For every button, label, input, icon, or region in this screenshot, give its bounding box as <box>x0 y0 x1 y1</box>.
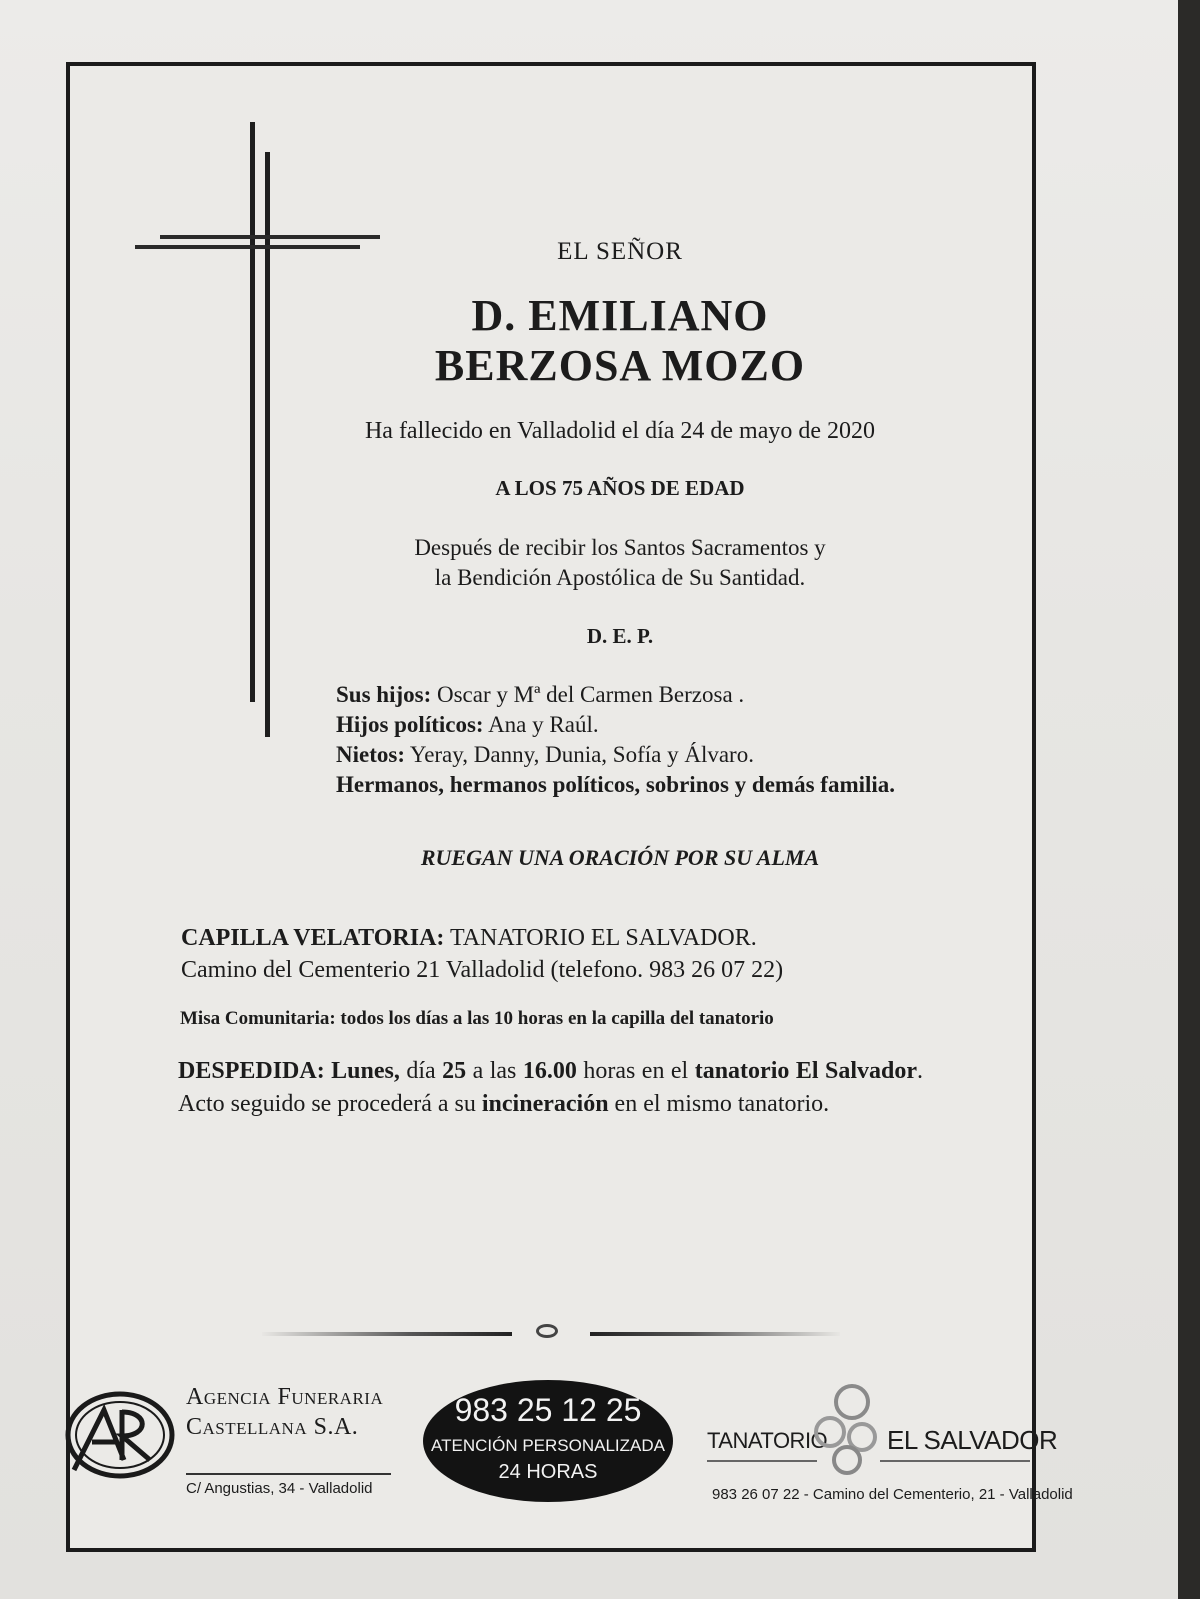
agencia-name <box>186 1382 406 1442</box>
tanatorio-emblem-icon <box>812 1382 887 1477</box>
agencia-underline <box>186 1473 391 1475</box>
divider-left <box>262 1332 512 1336</box>
cross-icon-second-bar <box>265 152 270 737</box>
age-statement: A LOS 75 AÑOS DE EDAD <box>495 476 745 500</box>
hijos-value: Oscar y Mª del Carmen Berzosa . <box>431 682 745 707</box>
capilla-section <box>181 922 901 986</box>
sacraments-line1: Después de recibir los Santos Sacramentos y <box>414 535 826 560</box>
despedida-incineracion: incineración <box>481 1091 609 1117</box>
politicos-value: Ana y Raúl. <box>483 712 599 737</box>
despedida-date: 25 <box>442 1058 467 1084</box>
deceased-name-line2: BERZOSA MOZO <box>434 341 806 390</box>
tanatorio-label-right: EL SALVADOR <box>887 1425 1058 1455</box>
family-hijos <box>336 680 896 710</box>
prayer-request: RUEGAN UNA ORACIÓN POR SU ALMA <box>420 845 820 870</box>
family-list <box>336 680 896 800</box>
phone-badge <box>423 1380 673 1502</box>
divider-ornament-icon <box>536 1324 558 1338</box>
sacraments-statement <box>320 533 920 593</box>
attention-text: ATENCIÓN PERSONALIZADA <box>431 1436 665 1455</box>
agencia-name-line2: Castellana S.A. <box>186 1414 359 1440</box>
deceased-name-line1: D. EMILIANO <box>471 291 769 340</box>
capilla-line <box>181 922 901 954</box>
family-nietos <box>336 740 896 770</box>
dep-text: D. E. P. <box>586 624 654 648</box>
despedida-day: Lunes, <box>324 1058 400 1084</box>
capilla-label: CAPILLA VELATORIA: <box>181 925 445 951</box>
misa-text: Misa Comunitaria: todos los días a las 10 horas en la capilla del tanatorio <box>180 1008 774 1029</box>
politicos-label: Hijos políticos: <box>336 712 484 737</box>
agencia-logo-icon <box>64 1390 176 1480</box>
hours-text: 24 HORAS <box>498 1461 598 1483</box>
despedida-text-1: día <box>399 1058 443 1084</box>
tanatorio-underline-right <box>880 1460 1030 1462</box>
capilla-address: Camino del Cementerio 21 Valladolid (telefono. 983 26 07 22) <box>181 957 784 983</box>
capilla-value: TANATORIO EL SALVADOR. <box>444 925 757 951</box>
tanatorio-address: 983 26 07 22 - Camino del Cementerio, 21 - Valladolid <box>712 1486 1073 1503</box>
agencia-name-line1: Agencia Funeraria <box>186 1384 384 1410</box>
nietos-label: Nietos: <box>336 742 405 767</box>
despedida-text-2: a las <box>466 1058 523 1084</box>
despedida-time: 16.00 <box>522 1058 577 1084</box>
death-statement: Ha fallecido en Valladolid el día 24 de mayo de 2020 <box>364 418 876 444</box>
despedida-section <box>178 1055 923 1121</box>
sacraments-line2: la Bendición Apostólica de Su Santidad. <box>434 565 806 590</box>
nietos-value: Yeray, Danny, Dunia, Sofía y Álvaro. <box>404 742 754 767</box>
hermanos-text: Hermanos, hermanos políticos, sobrinos y demás familia. <box>336 772 896 797</box>
divider-right <box>590 1332 840 1336</box>
despedida-label: DESPEDIDA: <box>178 1058 325 1084</box>
title-senor: EL SEÑOR <box>557 238 683 265</box>
despedida-text-5: en el mismo tanatorio. <box>608 1091 830 1117</box>
hijos-label: Sus hijos: <box>336 682 432 707</box>
family-politicos <box>336 710 896 740</box>
tanatorio-label-left: TANATORIO <box>707 1428 828 1453</box>
despedida-text-3: horas en el <box>576 1058 695 1084</box>
tanatorio-underline-left <box>707 1460 817 1462</box>
phone-number: 983 25 12 25 <box>454 1392 642 1428</box>
family-hermanos <box>336 770 896 800</box>
cross-icon <box>250 122 255 702</box>
despedida-text-4: . Acto seguido se procederá a su <box>178 1058 923 1117</box>
agencia-address: C/ Angustias, 34 - Valladolid <box>186 1480 373 1497</box>
despedida-place: tanatorio El Salvador <box>694 1058 917 1084</box>
